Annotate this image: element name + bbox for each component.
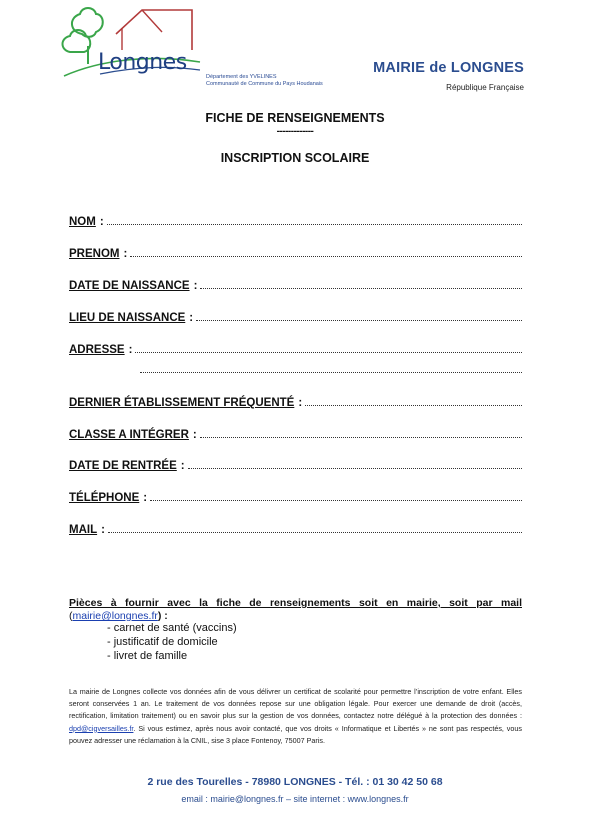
field-colon: : <box>180 460 185 472</box>
field-label: DATE DE NAISSANCE <box>69 280 190 292</box>
field-dotted-line[interactable] <box>108 531 522 533</box>
mairie-email-link[interactable]: mairie@longnes.fr <box>72 610 158 622</box>
mairie-title: MAIRIE de LONGNES <box>373 60 524 76</box>
field-label: PRENOM <box>69 248 120 260</box>
pieces-mail-line <box>69 610 168 622</box>
logo-subtitle <box>206 74 323 88</box>
field-label: CLASSE A INTÉGRER <box>69 429 189 441</box>
piece-item: - carnet de santé (vaccins) <box>107 622 237 634</box>
notice-text-part2: . Si vous estimez, après nous avoir contacté, que vos droits « Informatique et Libertés » ne sont pas respectés, vous pouvez adresser une réclamation à la CNIL, sise 3 place Fontenoy, 75007 Paris. <box>69 723 522 745</box>
piece-item: - justificatif de domicile <box>107 636 218 648</box>
field-dotted-line[interactable] <box>107 223 522 225</box>
field-date-naissance[interactable] <box>69 276 522 292</box>
field-colon: : <box>193 280 198 292</box>
field-label: DATE DE RENTRÉE <box>69 460 177 472</box>
logo-wordmark: Longnes <box>98 50 187 75</box>
field-label: NOM <box>69 216 96 228</box>
form-subtitle: INSCRIPTION SCOLAIRE <box>220 151 370 165</box>
field-dotted-line[interactable] <box>188 467 522 469</box>
field-colon: : <box>128 344 133 356</box>
field-label: DERNIER ÉTABLISSEMENT FRÉQUENTÉ <box>69 397 295 409</box>
field-lieu-naissance[interactable] <box>69 308 522 324</box>
field-colon: : <box>189 312 194 324</box>
footer-address: 2 rue des Tourelles - 78980 LONGNES - Tél. : 01 30 42 50 68 <box>147 776 443 788</box>
field-label: ADRESSE <box>69 344 125 356</box>
field-colon: : <box>143 492 148 504</box>
field-label: TÉLÉPHONE <box>69 492 140 504</box>
field-dotted-line[interactable] <box>130 255 522 257</box>
piece-item: - livret de famille <box>107 650 188 662</box>
dpd-email-link[interactable]: dpd@cigversailles.fr <box>69 723 134 733</box>
field-adresse[interactable] <box>69 340 522 356</box>
field-dotted-line[interactable] <box>135 351 522 353</box>
mail-open-paren: ( <box>69 610 73 622</box>
field-prenom[interactable] <box>69 244 522 260</box>
republique-label: République Française <box>446 83 524 92</box>
form-title: FICHE DE RENSEIGNEMENTS <box>205 111 385 125</box>
field-adresse-line2[interactable] <box>140 371 522 373</box>
field-dotted-line[interactable] <box>200 436 522 438</box>
longnes-logo <box>60 4 323 87</box>
mail-close-paren: ) : <box>157 610 168 622</box>
field-colon: : <box>123 248 128 260</box>
field-colon: : <box>99 216 104 228</box>
field-colon: : <box>192 429 197 441</box>
field-dotted-line[interactable] <box>150 499 522 501</box>
field-date-rentree[interactable] <box>69 456 522 472</box>
footer-contact: email : mairie@longnes.fr – site internet : www.longnes.fr <box>181 794 409 804</box>
field-colon: : <box>298 397 303 409</box>
field-label: MAIL <box>69 524 98 536</box>
field-dotted-line[interactable] <box>200 287 522 289</box>
field-dernier-etablissement[interactable] <box>69 393 522 409</box>
data-protection-notice <box>69 686 522 747</box>
field-nom[interactable] <box>69 212 522 228</box>
field-classe[interactable] <box>69 425 522 441</box>
field-colon: : <box>101 524 105 536</box>
field-label: LIEU DE NAISSANCE <box>69 312 186 324</box>
title-separator: ------------- <box>276 126 314 137</box>
field-telephone[interactable] <box>69 488 522 504</box>
field-dotted-line[interactable] <box>305 404 522 406</box>
field-mail[interactable] <box>69 520 522 536</box>
field-dotted-line[interactable] <box>196 319 522 321</box>
notice-text-part1: La mairie de Longnes collecte vos données afin de vous délivrer un certificat de scolarité pour permettre l’inscription de votre enfant. Elles seront conservées 1 an. Le traitement de vos données repose sur une obligation légale. Pour exercer une demande de droit (accès, rectification, limitation traitement) ou en savoir plus sur la gestion de vos données, contactez notre délégué à la protection des données : <box>69 687 522 721</box>
pieces-heading: Pièces à fournir avec la fiche de renseignements soit en mairie, soit par mail <box>69 597 522 609</box>
logo-subtitle-line1: Département des YVELINES <box>206 74 277 80</box>
logo-subtitle-line2: Communauté de Commune du Pays Houdanais <box>206 81 323 87</box>
